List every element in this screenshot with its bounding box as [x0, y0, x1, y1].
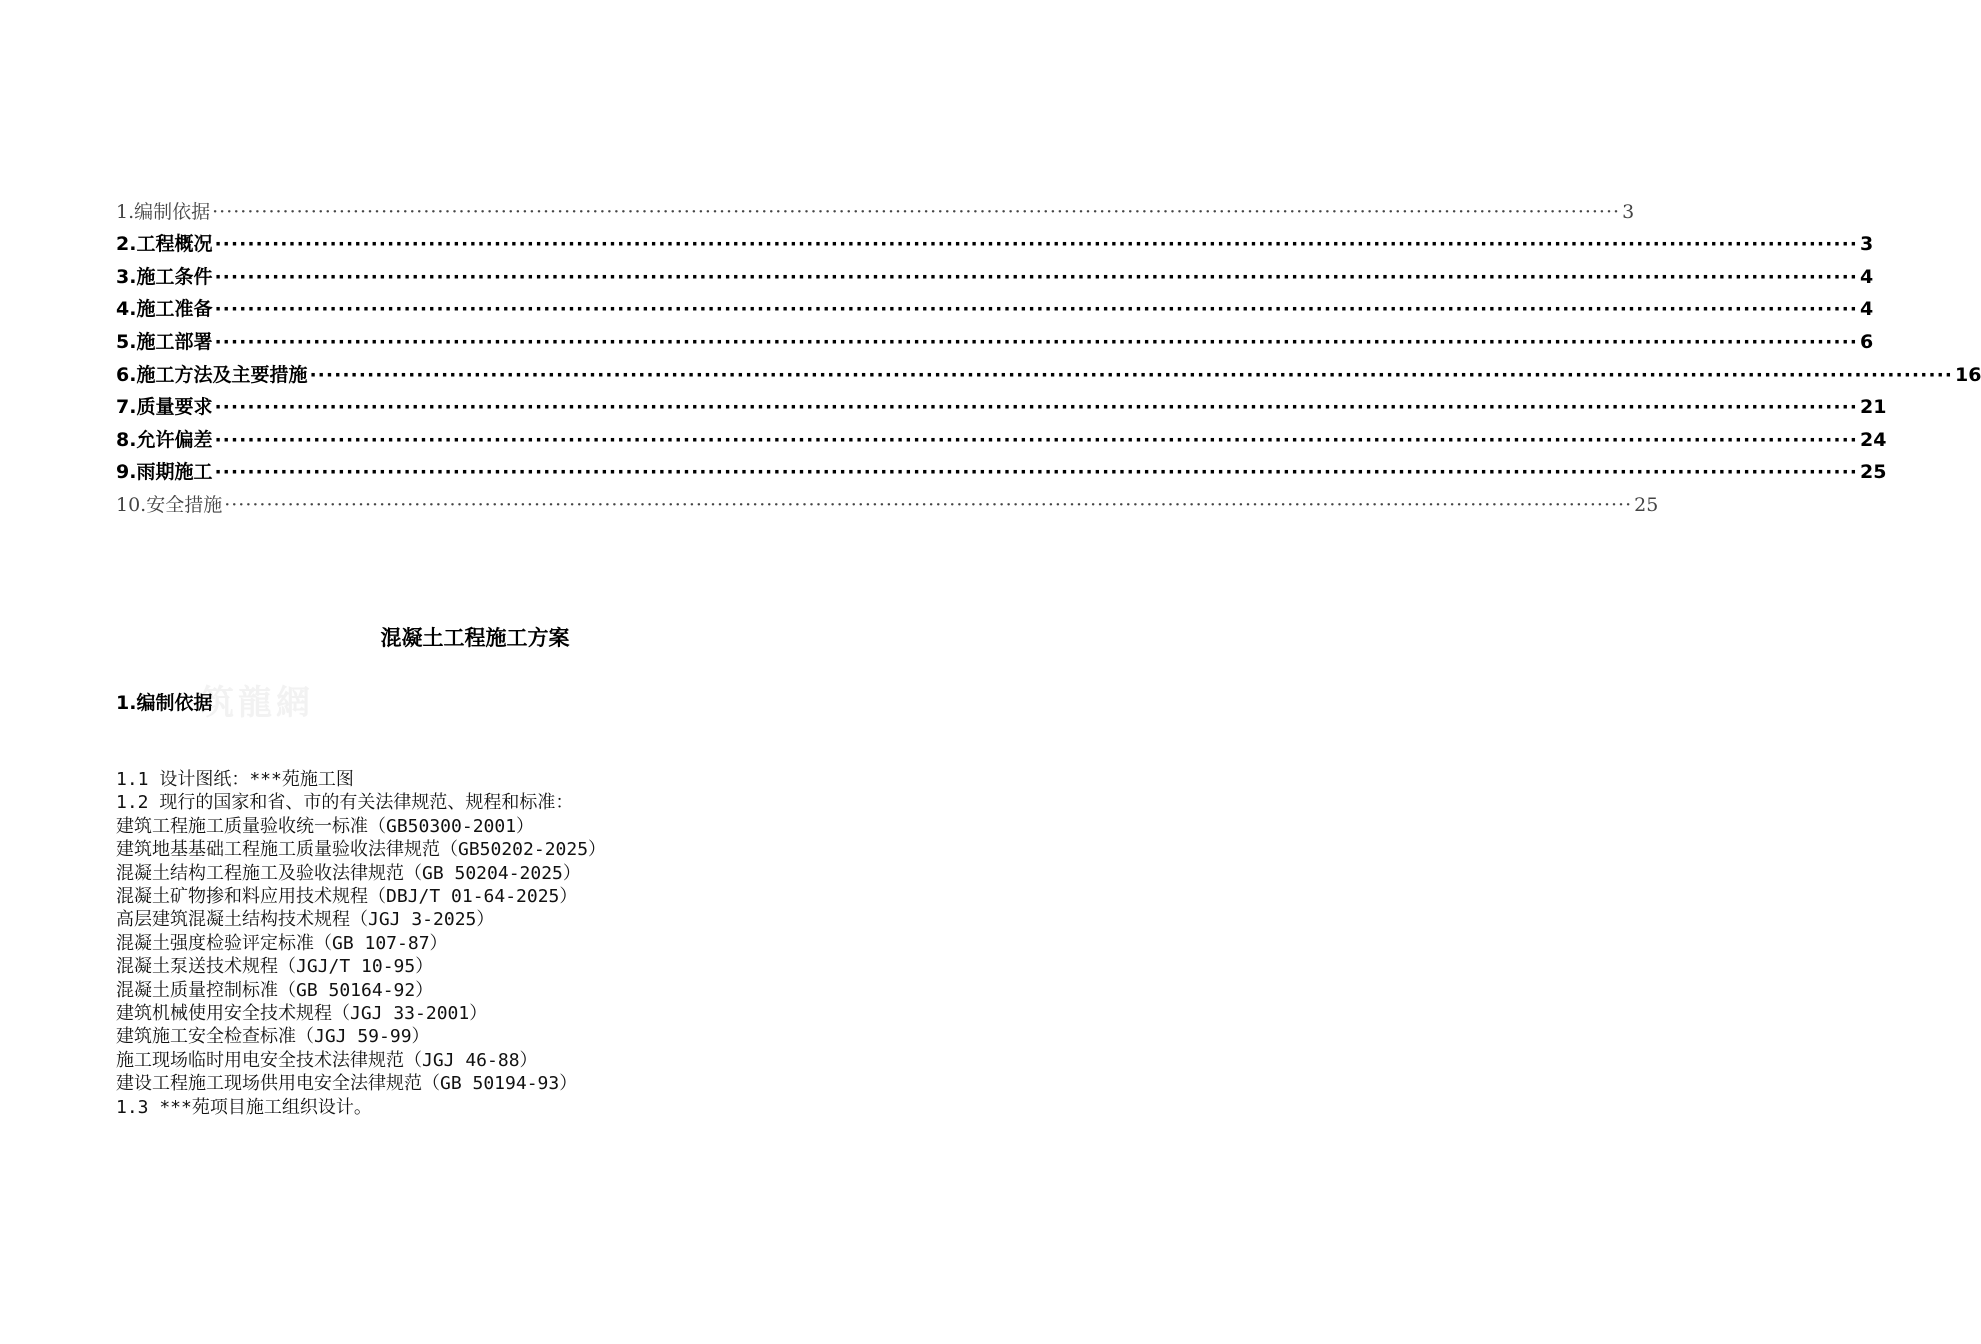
toc-leader-dots: ········································································································································································································	[309, 363, 1954, 386]
toc-leader-dots: ········································································································································································································	[212, 200, 1621, 223]
toc-entry[interactable]	[116, 291, 1874, 324]
toc-entry-page: 16	[1955, 363, 1981, 386]
reference-line: 混凝土矿物掺和料应用技术规程（DBJ/T 01-64-2025）	[116, 886, 578, 908]
toc-entry-page: 21	[1860, 396, 1887, 419]
document-title: 混凝土工程施工方案	[380, 626, 570, 650]
toc-entry-label: 1.编制依据	[116, 200, 211, 223]
reference-line: 建筑地基基础工程施工质量验收法律规范（GB50202-2025）	[116, 839, 607, 861]
toc-entry[interactable]	[116, 323, 1874, 356]
toc-entry[interactable]	[116, 258, 1874, 291]
table-of-contents	[116, 193, 1981, 519]
toc-entry[interactable]	[116, 356, 1981, 389]
toc-entry-page: 4	[1860, 265, 1874, 288]
reference-line: 混凝土泵送技术规程（JGJ/T 10-95）	[116, 956, 434, 978]
reference-line: 高层建筑混凝土结构技术规程（JGJ 3-2025）	[116, 909, 495, 931]
reference-line: 混凝土强度检验评定标准（GB 107-87）	[116, 932, 448, 954]
reference-list	[116, 768, 606, 1119]
toc-entry-label: 8.允许偏差	[116, 428, 213, 451]
toc-leader-dots: ········································································································································································································	[214, 461, 1859, 484]
section-heading: 1.编制依据	[116, 692, 213, 714]
toc-leader-dots: ········································································································································································································	[214, 396, 1859, 419]
reference-line: 施工现场临时用电安全技术法律规范（JGJ 46-88）	[116, 1049, 538, 1071]
toc-entry[interactable]	[116, 389, 1887, 422]
toc-entry-page: 3	[1622, 200, 1635, 223]
toc-leader-dots: ········································································································································································································	[214, 265, 1859, 288]
toc-entry-page: 25	[1634, 493, 1659, 516]
toc-entry[interactable]	[116, 454, 1887, 487]
toc-entry[interactable]	[116, 193, 1635, 226]
toc-entry[interactable]	[116, 226, 1874, 259]
toc-entry-label: 6.施工方法及主要措施	[116, 363, 308, 386]
reference-line: 混凝土质量控制标准（GB 50164-92）	[116, 979, 434, 1001]
watermark: 筑龍網	[200, 683, 314, 723]
reference-line: 建设工程施工现场供用电安全法律规范（GB 50194-93）	[116, 1073, 578, 1095]
toc-entry-page: 3	[1860, 233, 1874, 256]
toc-entry-page: 4	[1860, 298, 1874, 321]
toc-entry-label: 10.安全措施	[116, 493, 223, 516]
toc-entry-label: 5.施工部署	[116, 330, 213, 353]
toc-entry-label: 7.质量要求	[116, 396, 213, 419]
toc-entry[interactable]	[116, 421, 1887, 454]
reference-line: 建筑机械使用安全技术规程（JGJ 33-2001）	[116, 1003, 488, 1025]
toc-entry-label: 3.施工条件	[116, 265, 213, 288]
toc-entry-page: 6	[1860, 330, 1874, 353]
reference-line: 1.1 设计图纸：***苑施工图	[116, 769, 354, 790]
reference-line: 1.3 ***苑项目施工组织设计。	[116, 1096, 372, 1118]
reference-line: 混凝土结构工程施工及验收法律规范（GB 50204-2025）	[116, 862, 581, 884]
reference-line: 建筑工程施工质量验收统一标准（GB50300-2001）	[116, 815, 535, 837]
toc-leader-dots: ········································································································································································································	[224, 493, 1633, 516]
toc-leader-dots: ········································································································································································································	[214, 428, 1859, 451]
toc-entry-label: 9.雨期施工	[116, 461, 213, 484]
reference-line: 建筑施工安全检查标准（JGJ 59-99）	[116, 1026, 430, 1048]
toc-entry-page: 25	[1860, 461, 1887, 484]
toc-leader-dots: ········································································································································································································	[214, 233, 1859, 256]
toc-entry-label: 4.施工准备	[116, 298, 213, 321]
reference-line: 1.2 现行的国家和省、市的有关法律规范、规程和标准：	[116, 792, 574, 814]
toc-entry-page: 24	[1860, 428, 1887, 451]
toc-entry[interactable]	[116, 486, 1659, 519]
toc-leader-dots: ········································································································································································································	[214, 298, 1859, 321]
toc-entry-label: 2.工程概况	[116, 233, 213, 256]
toc-leader-dots: ········································································································································································································	[214, 330, 1859, 353]
